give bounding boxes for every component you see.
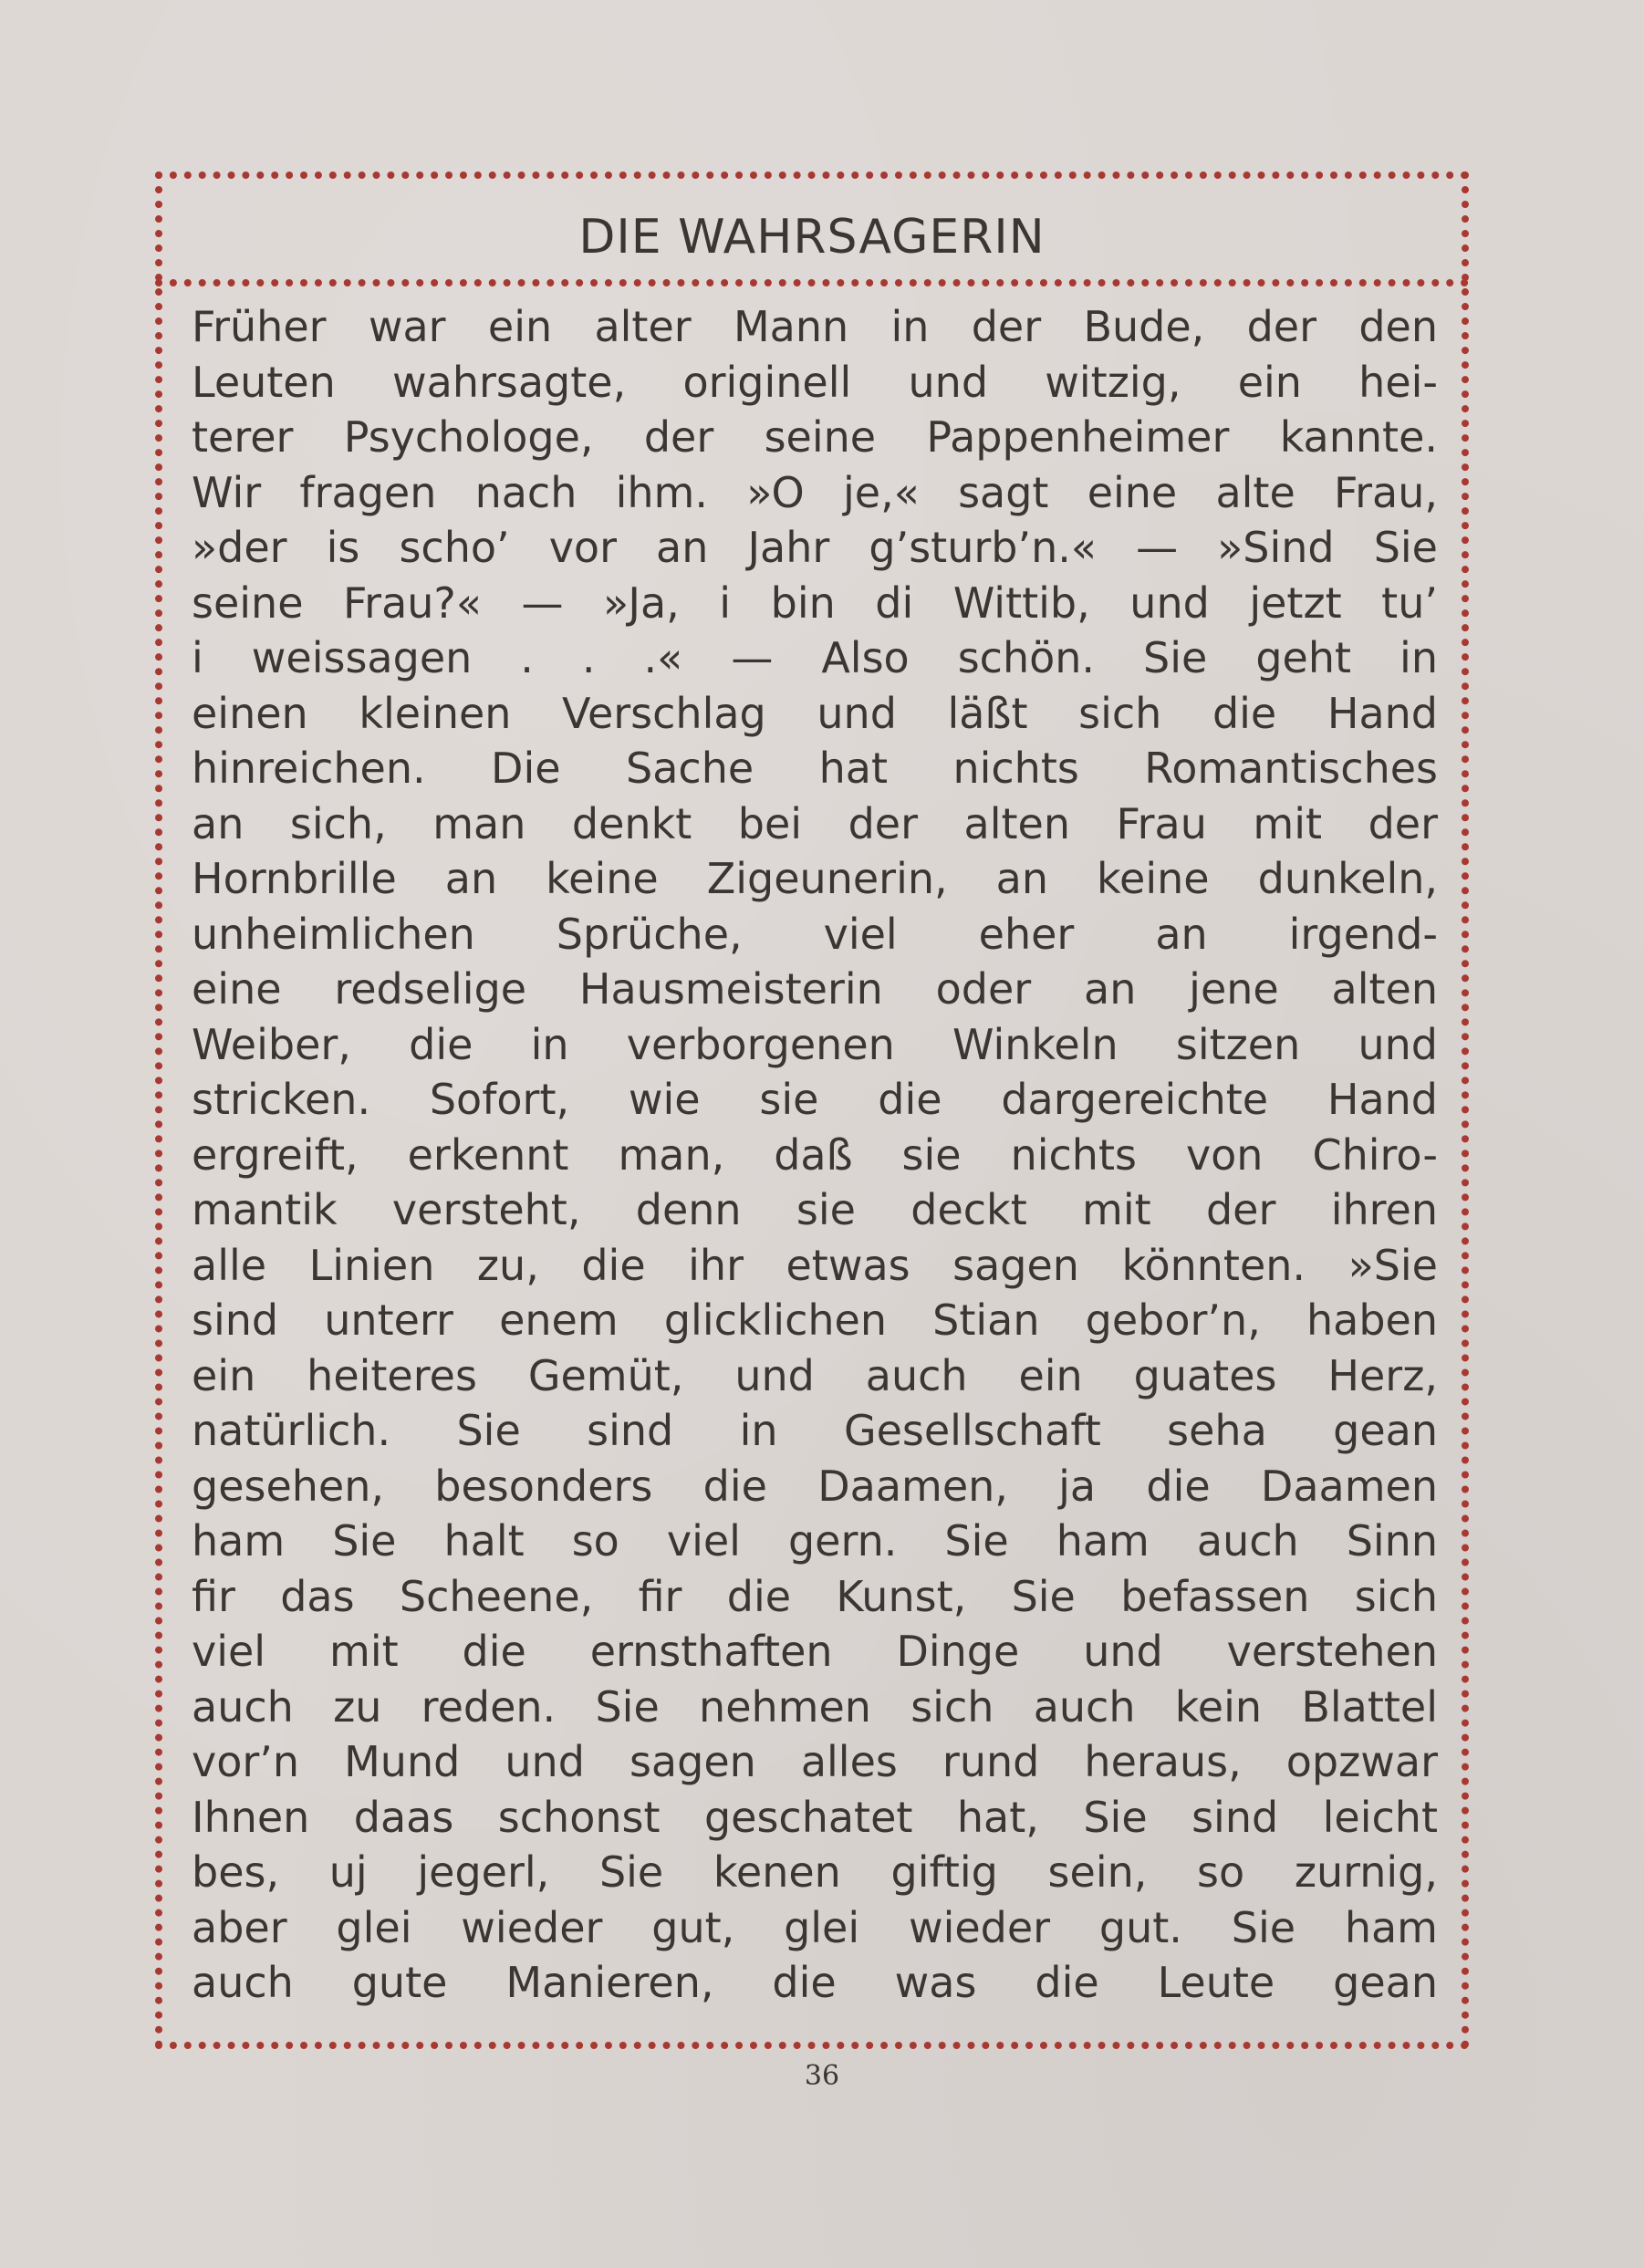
text-line: Wir fragen nach ihm. »O je,« sagt eine alte Frau,	[192, 467, 1438, 517]
text-line: Ihnen daas schonst geschatet hat, Sie sind leicht	[192, 1792, 1438, 1842]
text-line: Weiber, die in verborgenen Winkeln sitzen und	[192, 1019, 1438, 1069]
text-line: terer Psychologe, der seine Pappenheimer kannte.	[192, 412, 1438, 462]
text-line: bes, uj jegerl, Sie kenen giftig sein, so zurnig,	[192, 1847, 1438, 1897]
text-line: alle Linien zu, die ihr etwas sagen könnten. »Sie	[192, 1240, 1438, 1290]
text-line: viel mit die ernsthaften Dinge und verstehen	[192, 1627, 1438, 1676]
text-line: stricken. Sofort, wie sie die dargereichte Hand	[192, 1075, 1438, 1124]
text-line: fir das Scheene, fir die Kunst, Sie befassen sich	[192, 1571, 1438, 1621]
text-line: sind unterr enem glicklichen Stian gebor’n, haben	[192, 1295, 1438, 1345]
text-line: eine redselige Hausmeisterin oder an jene alten	[192, 964, 1438, 1014]
text-line: Früher war ein alter Mann in der Bude, der den	[192, 302, 1438, 351]
body-text	[192, 299, 1438, 2014]
chapter-title: DIE WAHRSAGERIN	[578, 210, 1046, 265]
text-line: Leuten wahrsagte, originell und witzig, ein hei-	[192, 357, 1438, 407]
text-line: einen kleinen Verschlag und läßt sich die Hand	[192, 688, 1438, 738]
text-line: auch gute Manieren, die was die Leute gean	[192, 1958, 1438, 2007]
text-line: seine Frau?« — »Ja, i bin di Wittib, und jetzt tu’	[192, 577, 1438, 628]
title-divider	[155, 279, 1469, 286]
text-line: ergreift, erkennt man, daß sie nichts von Chiro-	[192, 1129, 1438, 1180]
text-line: Hornbrille an keine Zigeunerin, an keine dunkeln,	[192, 854, 1438, 903]
text-line: i weissagen . . .« — Also schön. Sie geht in	[192, 633, 1438, 682]
text-line: ein heiteres Gemüt, und auch ein guates Herz,	[192, 1350, 1438, 1400]
text-line: ham Sie halt so viel gern. Sie ham auch Sinn	[192, 1516, 1438, 1566]
text-line: mantik versteht, denn sie deckt mit der ihren	[192, 1185, 1438, 1234]
text-line: aber glei wieder gut, glei wieder gut. Sie ham	[192, 1902, 1438, 1952]
page-number: 36	[804, 2060, 840, 2092]
text-line: hinreichen. Die Sache hat nichts Romantisches	[192, 744, 1438, 793]
text-line: gesehen, besonders die Daamen, ja die Daamen	[192, 1461, 1438, 1511]
text-line: unheimlichen Sprüche, viel eher an irgend-	[192, 909, 1438, 959]
text-line: an sich, man denkt bei der alten Frau mit der	[192, 798, 1438, 848]
text-line: vor’n Mund und sagen alles rund heraus, opzwar	[192, 1737, 1438, 1786]
text-line: natürlich. Sie sind in Gesellschaft seha gean	[192, 1406, 1438, 1455]
text-line: auch zu reden. Sie nehmen sich auch kein Blattel	[192, 1681, 1438, 1732]
text-line: »der is scho’ vor an Jahr g’sturb’n.« — »Sind Sie	[192, 523, 1438, 572]
